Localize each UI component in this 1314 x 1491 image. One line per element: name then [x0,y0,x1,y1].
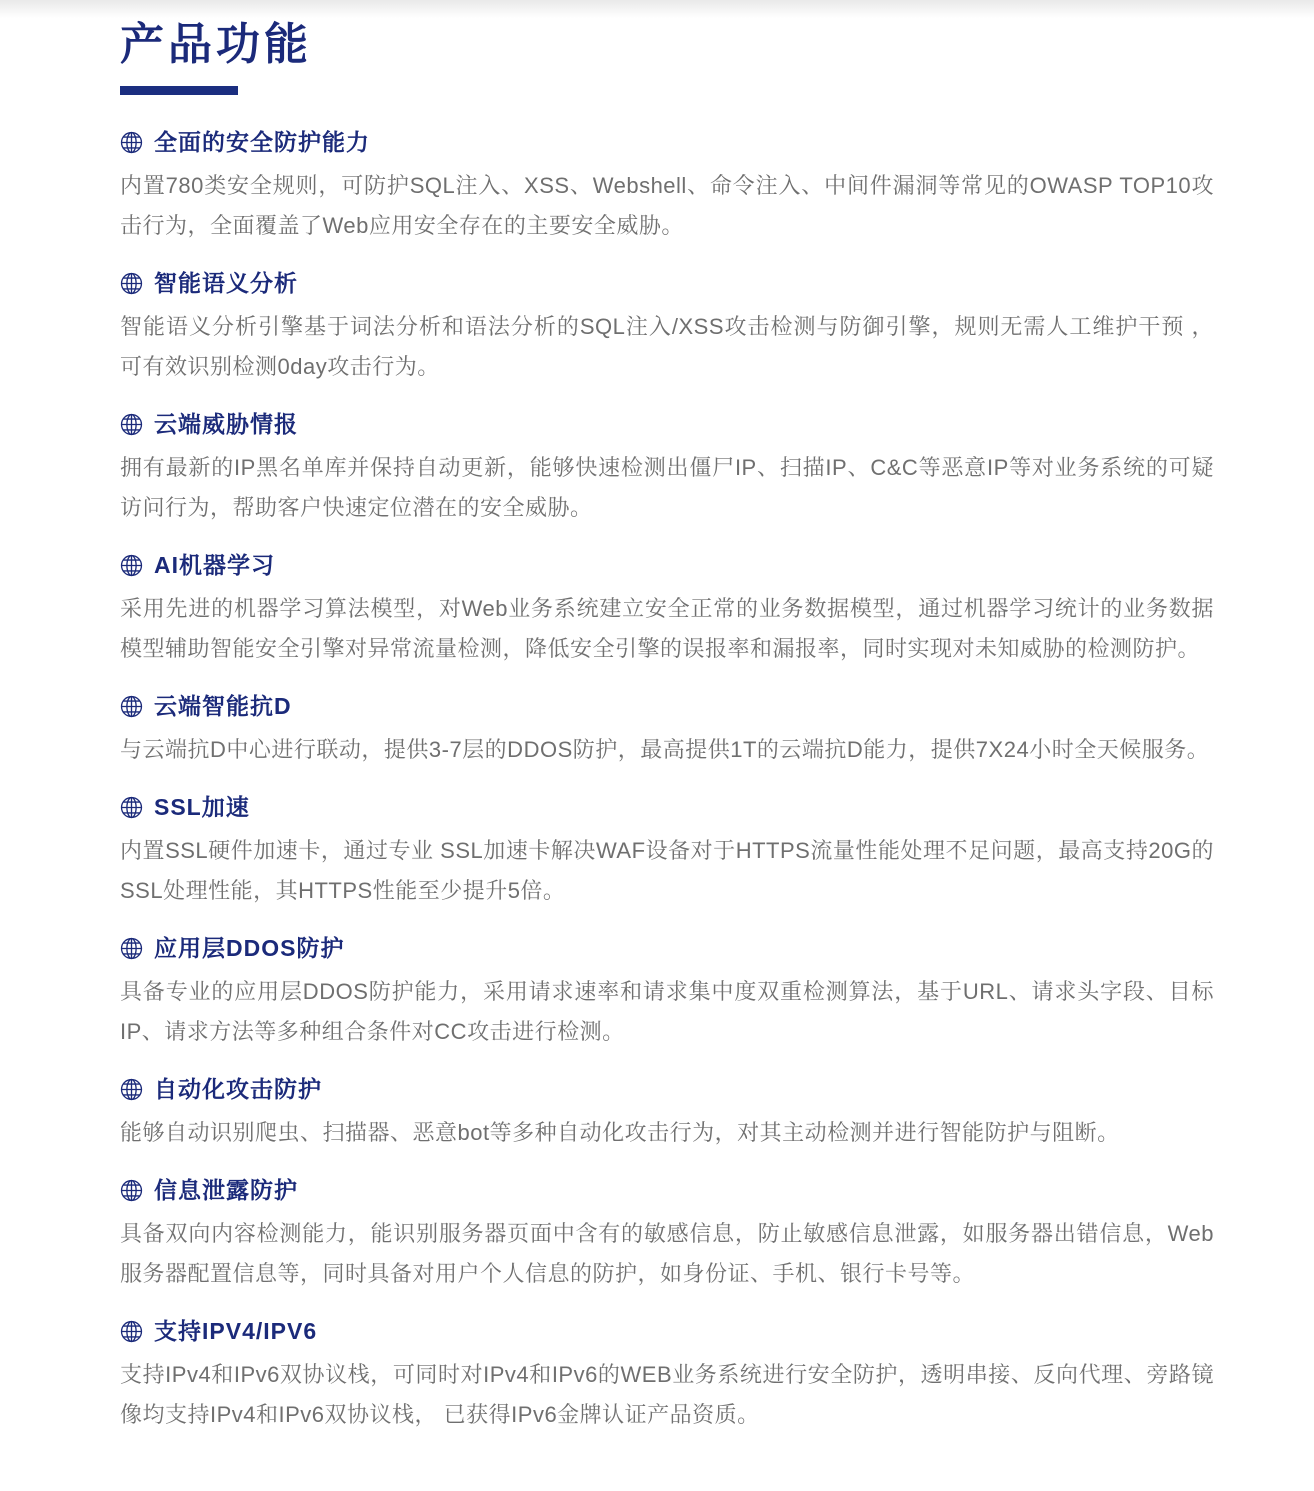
globe-icon [120,1078,143,1101]
section-description: 与云端抗D中心进行联动，提供3-7层的DDOS防护，最高提供1T的云端抗D能力，提供7X24小时全天候服务。 [120,737,1210,762]
globe-icon [120,796,143,819]
globe-icon [120,272,143,295]
section-description: 内置780类安全规则，可防护SQL注入、XSS、Webshell、命令注入、中间件漏洞等常见的OWASP TOP10攻击行为，全面覆盖了Web应用安全存在的主要安全威胁。 [120,173,1214,238]
globe-icon [120,554,143,577]
page-title: 产品功能 [120,20,312,69]
section-header [120,413,1214,436]
section-title: SSL加速 [154,794,250,820]
section-description: 智能语义分析引擎基于词法分析和语法分析的SQL注入/XSS攻击检测与防御引擎，规则无需人工维护干预 ，可有效识别检测0day攻击行为。 [120,314,1214,379]
section-title: 自动化攻击防护 [154,1076,322,1102]
feature-section [120,796,1214,911]
section-header [120,937,1214,960]
feature-section [120,1179,1214,1294]
feature-section [120,554,1214,669]
section-title: 智能语义分析 [154,270,298,296]
section-header [120,1078,1214,1101]
feature-section [120,937,1214,1052]
globe-icon [120,413,143,436]
section-description: 支持IPv4和IPv6双协议栈，可同时对IPv4和IPv6的WEB业务系统进行安全防护，透明串接、反向代理、旁路镜像均支持IPv4和IPv6双协议栈， 已获得IPv6金牌认证产品资质。 [120,1362,1214,1427]
section-description: 内置SSL硬件加速卡，通过专业 SSL加速卡解决WAF设备对于HTTPS流量性能处理不足问题，最高支持20G的SSL处理性能，其HTTPS性能至少提升5倍。 [120,838,1214,903]
title-underline [120,86,238,95]
section-title: 应用层DDOS防护 [154,935,345,961]
feature-section [120,695,1214,770]
section-header [120,695,1214,718]
section-description: 能够自动识别爬虫、扫描器、恶意bot等多种自动化攻击行为，对其主动检测并进行智能防护与阻断。 [120,1120,1120,1145]
section-title: AI机器学习 [154,552,275,578]
section-description: 具备双向内容检测能力，能识别服务器页面中含有的敏感信息，防止敏感信息泄露，如服务器出错信息，Web服务器配置信息等，同时具备对用户个人信息的防护，如身份证、手机、银行卡号等。 [120,1221,1214,1286]
section-description: 采用先进的机器学习算法模型，对Web业务系统建立安全正常的业务数据模型，通过机器学习统计的业务数据模型辅助智能安全引擎对异常流量检测，降低安全引擎的误报率和漏报率，同时实现对未知威胁的检测防护。 [120,596,1214,661]
feature-section-list [120,131,1214,1435]
section-header [120,131,1214,154]
section-title: 云端威胁情报 [154,411,298,437]
feature-section [120,131,1214,246]
feature-section [120,1320,1214,1435]
globe-icon [120,695,143,718]
section-title: 云端智能抗D [154,693,292,719]
feature-section [120,413,1214,528]
section-title: 支持IPV4/IPV6 [154,1318,318,1344]
section-header [120,554,1214,577]
section-title: 全面的安全防护能力 [154,129,370,155]
feature-section [120,272,1214,387]
globe-icon [120,131,143,154]
globe-icon [120,1320,143,1343]
globe-icon [120,937,143,960]
section-title: 信息泄露防护 [154,1177,298,1203]
feature-section [120,1078,1214,1153]
globe-icon [120,1179,143,1202]
section-description: 具备专业的应用层DDOS防护能力，采用请求速率和请求集中度双重检测算法，基于URL、请求头字段、目标IP、请求方法等多种组合条件对CC攻击进行检测。 [120,979,1214,1044]
section-description: 拥有最新的IP黑名单库并保持自动更新，能够快速检测出僵尸IP、扫描IP、C&C等恶意IP等对业务系统的可疑访问行为，帮助客户快速定位潜在的安全威胁。 [120,455,1214,520]
section-header [120,1179,1214,1202]
section-header [120,1320,1214,1343]
section-header [120,796,1214,819]
section-header [120,272,1214,295]
